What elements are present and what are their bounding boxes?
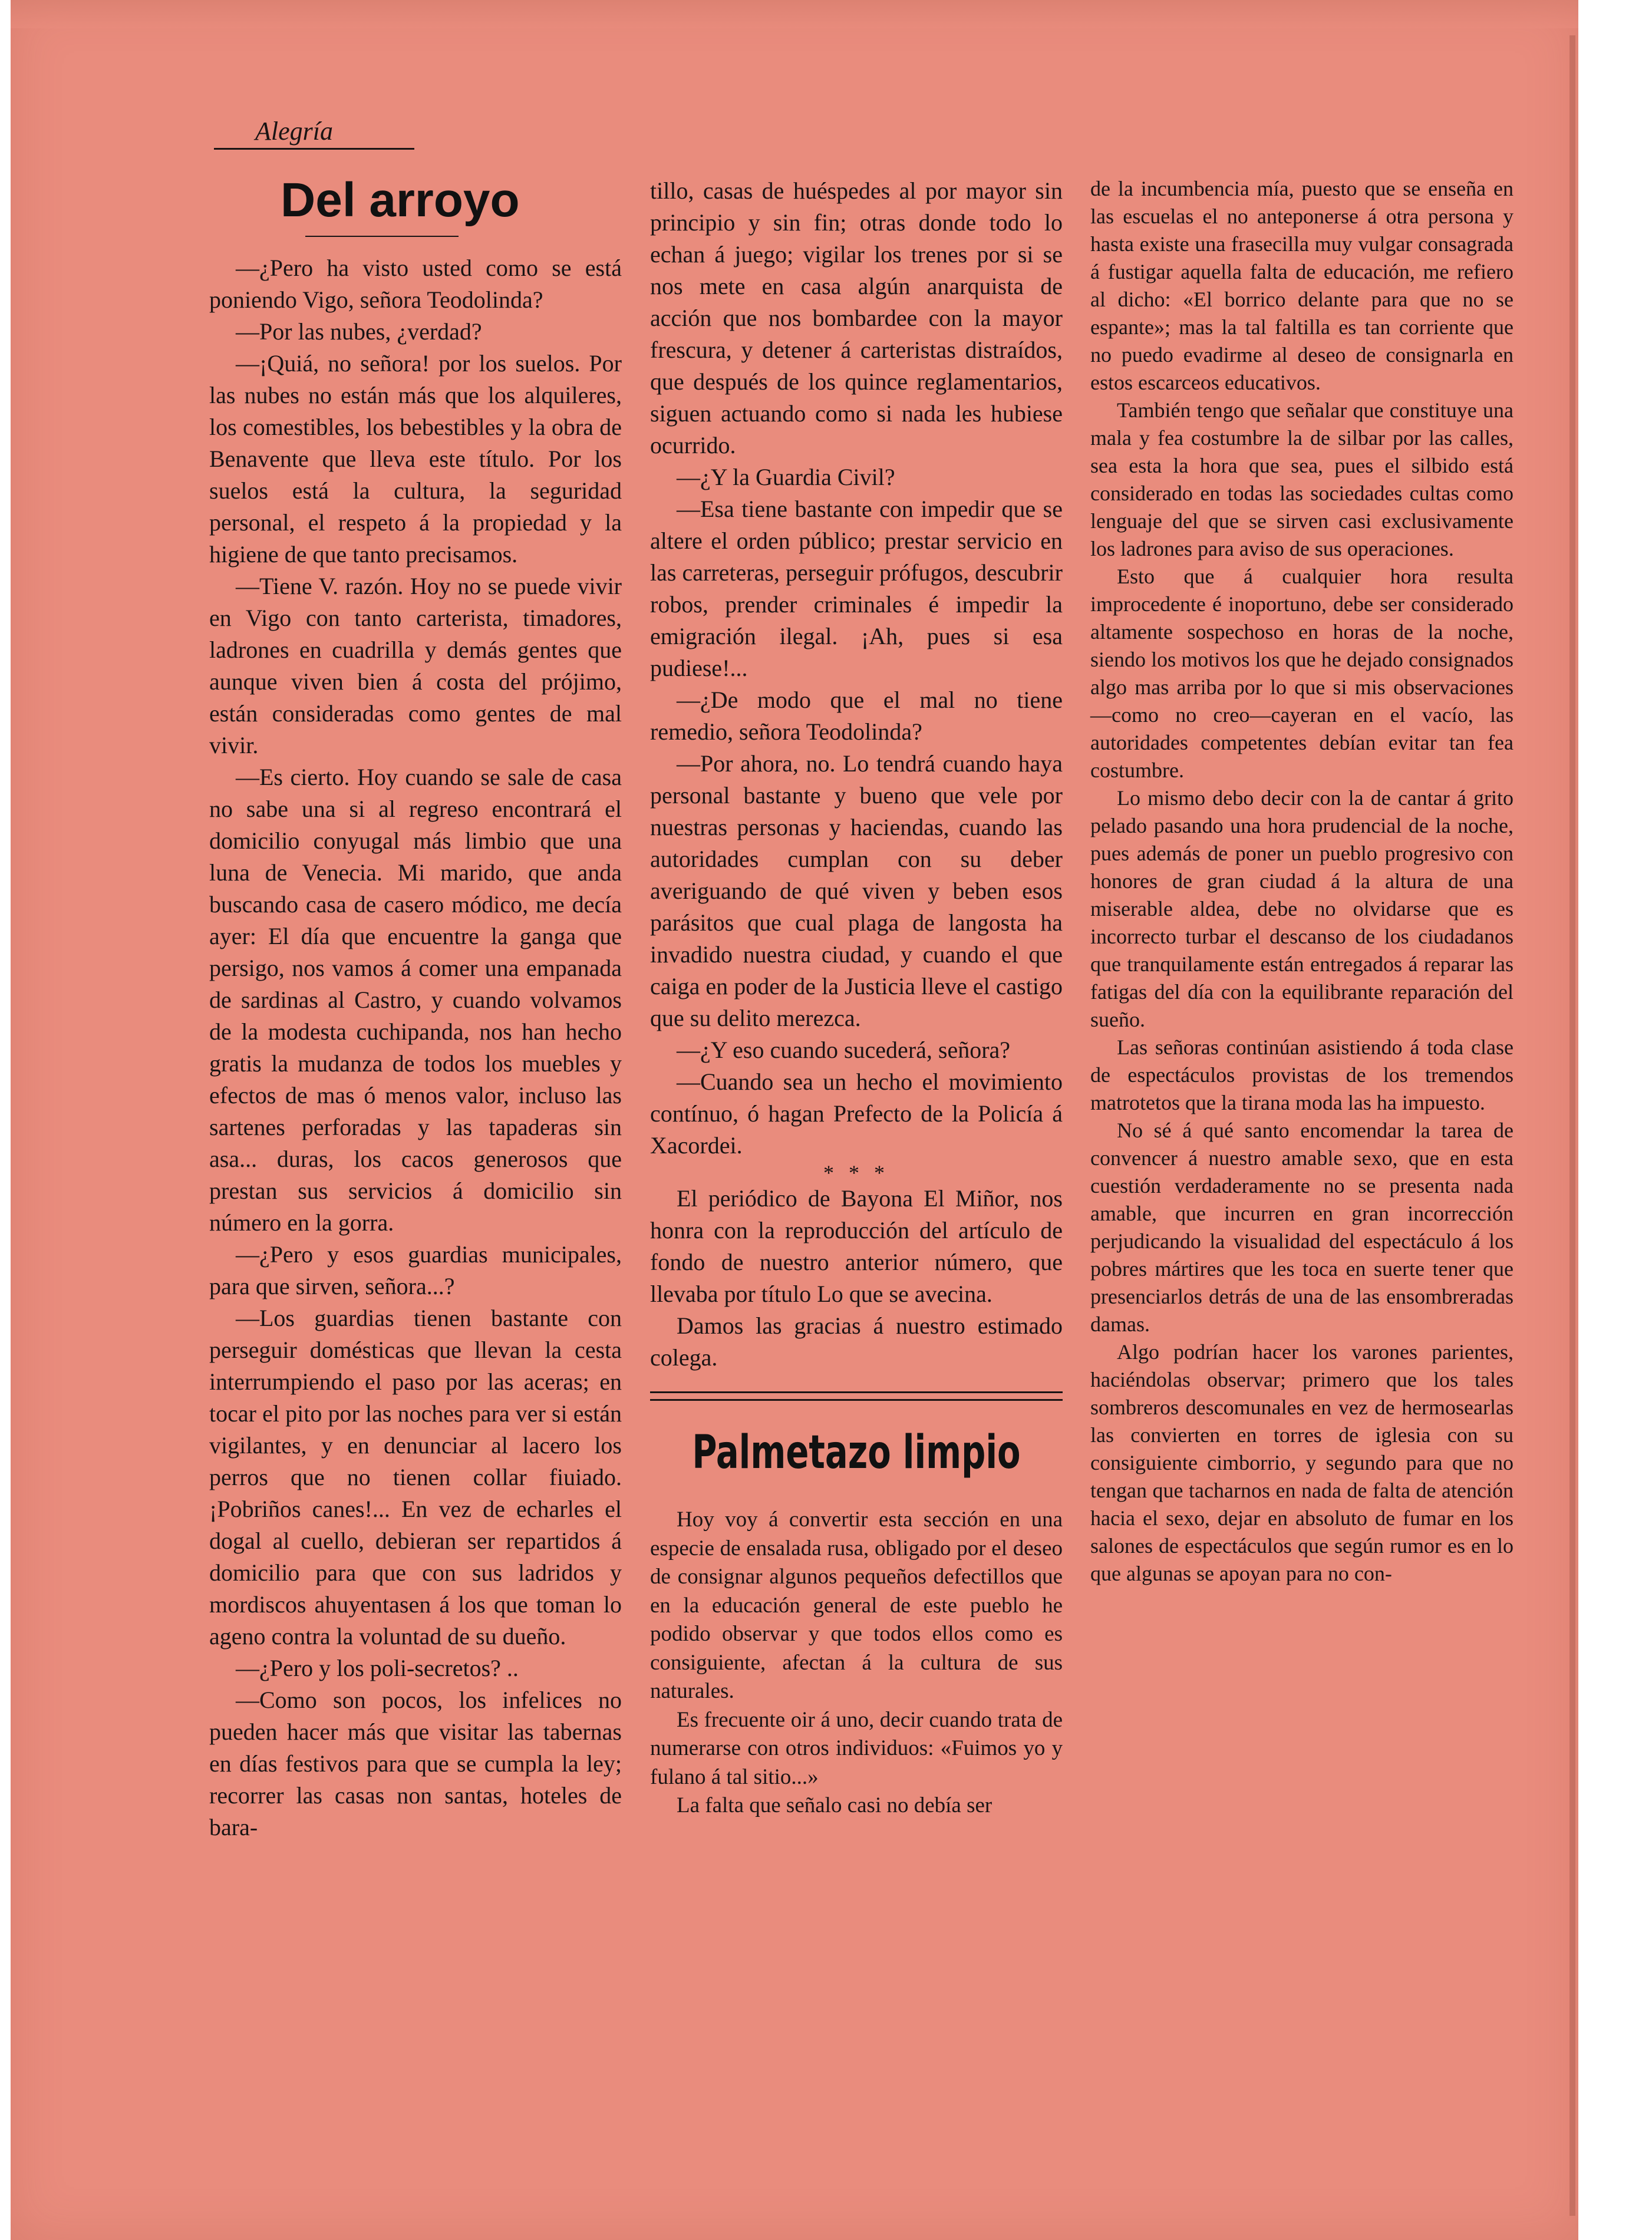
- article-title-palmetazo-limpio: Palmetazo limpio: [692, 1426, 1021, 1479]
- paragraph: tillo, casas de huéspedes al por mayor sin principio y sin fin; otras donde todo lo echan á juego; vigilar los trenes por si se nos mete en casa algún anarquista de acción que nos bombardee con la mayor frescura, y detener á carteristas distraídos, que después de los quince reglamentarios, siguen actuando como si nada les hubiese ocurrido.: [650, 177, 1063, 458]
- paragraph: —Esa tiene bastante con impedir que se altere el orden público; prestar servicio en las carreteras, perseguir prófugos, descubrir robos, prender criminales é impedir la emigración ilegal. ¡Ah, pues si esa pudiese!...: [650, 496, 1063, 681]
- paragraph: —¿Pero y esos guardias municipales, para que sirven, señora...?: [209, 1241, 622, 1299]
- column-1: [209, 252, 622, 1843]
- paragraph: Lo mismo debo decir con la de cantar á grito pelado pasando una hora prudencial de la noche, pues además de poner un pueblo progresivo con honores de gran ciudad á la altura de una miserable aldea, debe no olvidarse que es incorrecto turbar el descanso de los ciudadanos que tranquilamente están entregados á reparar las fatigas del día con la equilibrante reparación del sueño.: [1090, 786, 1513, 1031]
- newspaper-page: [11, 0, 1578, 2240]
- paragraph: de la incumbencia mía, puesto que se enseña en las escuelas el no anteponerse á otra persona y hasta existe una frasecilla muy vulgar consagrada á fustigar aquella falta de educación, me refiero al dicho: «El borrico delante para que no se espante»; mas la tal faltilla es tan corriente que no puedo evadirme al deseo de consignarla en estos escarceos educativos.: [1090, 177, 1513, 394]
- palmetazo-column-2: [650, 1506, 1063, 1820]
- page-fold-shadow: [1569, 35, 1575, 2216]
- paragraph: El periódico de Bayona El Miñor, nos honra con la reproducción del artículo de fondo de nuestro anterior número, que llevaba por título Lo que se avecina.: [650, 1185, 1063, 1307]
- paragraph: No sé á qué santo encomendar la tarea de convencer á nuestro amable sexo, que en esta cuestión verdaderamente no se presenta nada amable, que incurren en gran incorrección perjudicando la visualidad del espectáculo á los pobres mártires que les toca en suerte tener que presenciarlos detrás de una de las ensombreradas damas.: [1090, 1119, 1513, 1336]
- section-label: Alegría: [214, 115, 414, 150]
- paragraph: —Es cierto. Hoy cuando se sale de casa no sabe una si al regreso encontrará el domicilio conyugal más limbio que una luna de Venecia. Mi marido, que anda buscando casa de casero módico, me decía ayer: El día que encuentre la ganga que persigo, nos vamos á comer una empanada de sardinas al Castro, y cuando volvamos de la modesta cuchipanda, nos han hecho gratis la mudanza de todos los muebles y efectos de mas ó menos valor, incluso las sartenes perforadas y las tapaderas sin asa... duras, los cacos generosos que prestan sus servicios á domicilio sin número en la gorra.: [209, 764, 622, 1236]
- paragraph: —Tiene V. razón. Hoy no se puede vivir en Vigo con tanto carterista, timadores, ladrones en cuadrilla y demás gentes que aunque viven bien á costa del prójimo, están consideradas como gentes de mal vivir.: [209, 573, 622, 758]
- column-3: [1090, 175, 1513, 1588]
- double-rule-divider: [650, 1391, 1063, 1401]
- paragraph: —Cuando sea un hecho el movimiento contínuo, ó hagan Prefecto de la Policía á Xacordei.: [650, 1068, 1063, 1159]
- paragraph: —¿Y eso cuando sucederá, señora?: [677, 1037, 1011, 1063]
- paragraph: —¿De modo que el mal no tiene remedio, señora Teodolinda?: [650, 687, 1063, 745]
- title-rule: [305, 236, 459, 237]
- paragraph: Damos las gracias á nuestro estimado colega.: [650, 1312, 1063, 1371]
- paragraph: También tengo que señalar que constituye una mala y fea costumbre la de silbar por las calles, sea esta la hora que sea, pues el silbido está considerado en todas las sociedades cultas como lenguaje del que se sirven casi exclusivamente los ladrones para aviso de sus operaciones.: [1090, 398, 1513, 560]
- paragraph: —Por ahora, no. Lo tendrá cuando haya personal bastante y bueno que vele por nuestras personas y haciendas, cuando las autoridades cumplan con su deber averiguando de qué viven y beben esos parásitos que cual plaga de langosta ha invadido nuestra ciudad, y cuando el que caiga en poder de la Justicia lleve el castigo que su delito merezca.: [650, 750, 1063, 1031]
- paragraph: Hoy voy á convertir esta sección en una especie de ensalada rusa, obligado por el deseo de consignar algunos pequeños defectillos que en la educación general de este pueblo he podido observar y que todos ellos como es consiguiente, afectan á la cultura de sus naturales.: [650, 1507, 1063, 1703]
- paragraph: Algo podrían hacer los varones parientes, haciéndolas observar; primero que los tales sombreros descomunales en vez de hermosearlas las convierten en torres de iglesia con su consiguiente cimborrio, y segundo para que no tengan que tacharnos en nada de falta de atención hacia el sexo, dejar en absoluto de fumar en los salones de espectáculos que según rumor es en lo que algunas se apoyan para no con-: [1090, 1340, 1513, 1585]
- paragraph: —¡Quiá, no señora! por los suelos. Por las nubes no están más que los alquileres, los comestibles, los bebestibles y la obra de Benavente que lleva este título. Por los suelos está la cultura, la seguridad personal, el respeto á la propiedad y la higiene de que tanto precisamos.: [209, 350, 622, 568]
- paragraph: —¿Pero ha visto usted como se está poniendo Vigo, señora Teodolinda?: [209, 255, 622, 313]
- paragraph: —¿Pero y los poli-secretos? ..: [236, 1655, 519, 1681]
- paragraph: —Como son pocos, los infelices no pueden hacer más que visitar las tabernas en días festivos para que se cumpla la ley; recorrer las casas non santas, hoteles de bara-: [209, 1687, 622, 1840]
- paragraph: La falta que señalo casi no debía ser: [677, 1793, 992, 1817]
- separator-asterisks: * * *: [823, 1161, 889, 1185]
- paragraph: Es frecuente oir á uno, decir cuando trata de numerarse con otros individuos: «Fuimos yo y fulano á tal sitio...»: [650, 1707, 1063, 1789]
- paragraph: —¿Y la Guardia Civil?: [677, 464, 895, 490]
- column-2: [650, 175, 1063, 1820]
- paragraph: Esto que á cualquier hora resulta improcedente é inoportuno, debe ser considerado altamente sospechoso en horas de la noche, siendo los motivos los que he dejado consignados algo mas arriba por lo que si mis observaciones—como no creo—cayeran en el vacío, las autoridades competentes debían evitar tan fea costumbre.: [1090, 565, 1513, 782]
- paragraph: —Por las nubes, ¿verdad?: [236, 318, 482, 345]
- paragraph: Las señoras continúan asistiendo á toda clase de espectáculos provistas de los tremendos matrotetos que la tirana moda las ha impuesto.: [1090, 1035, 1513, 1114]
- paragraph: —Los guardias tienen bastante con perseguir domésticas que llevan la cesta interrumpiendo el paso por las aceras; en tocar el pito por las noches para ver si están vigilantes, y en denunciar al lacero los perros que no tienen collar fiuiado. ¡Pobriños canes!... En vez de echarles el dogal al cuello, debieran ser repartidos á domicilio para que con sus ladridos y mordiscos ahuyentasen á los que toman lo ageno contra la voluntad de su dueño.: [209, 1305, 622, 1650]
- article-title-del-arroyo: Del arroyo: [281, 173, 520, 227]
